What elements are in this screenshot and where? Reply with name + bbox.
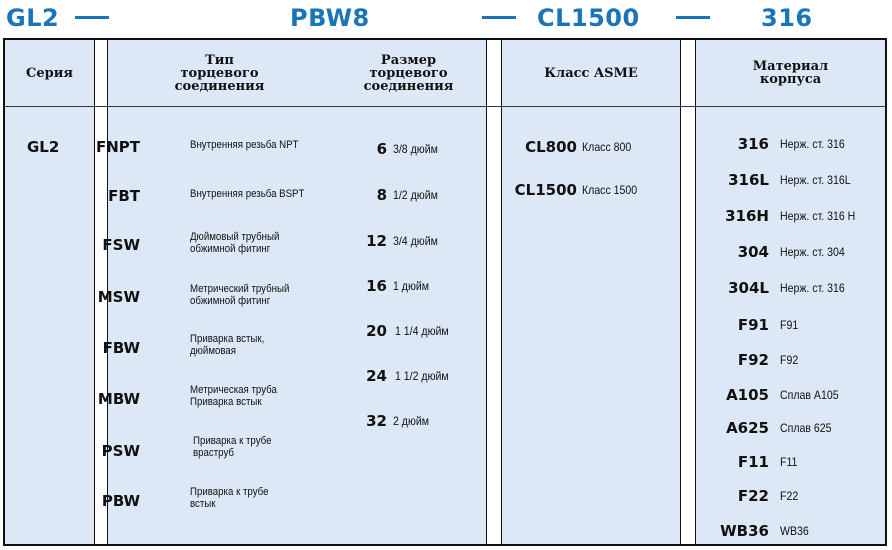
code-connection: PBW8 [290,4,370,32]
size-desc: 1/2 дюйм [393,188,438,202]
connection-type-code: FBT [108,187,140,205]
material-desc: Нерж. ст. 316 [780,137,845,151]
material-code: 304L [728,279,769,297]
connection-type-desc: Дюймовый трубный обжимной фитинг [190,231,280,255]
asme-class-desc: Класс 1500 [582,183,638,197]
material-desc: Сплав 625 [780,421,832,435]
material-desc: Сплав A105 [780,388,839,402]
code-dash [482,16,516,19]
header-asme-class: Класс ASME [544,65,638,81]
connection-type-code: PBW [101,492,140,510]
material-desc: WB36 [780,524,809,538]
size-desc: 3/4 дюйм [393,234,438,248]
connection-type-desc: Метрическая труба Приварка встык [190,384,277,408]
column-separator [486,40,502,544]
asme-class-code: CL800 [525,138,577,156]
size-code: 20 [366,322,387,340]
material-code: F91 [737,316,769,334]
connection-type-code: MSW [97,288,140,306]
connection-type-desc: Приварка встык, дюймовая [190,333,265,357]
connection-type-desc: Внутренняя резьба BSPT [190,188,305,200]
material-desc: Нерж. ст. 316L [780,173,851,187]
material-code: 316L [728,171,769,189]
size-code: 16 [366,277,387,295]
code-asme-class: CL1500 [537,4,640,32]
size-code: 8 [376,186,387,204]
material-code: A625 [726,419,769,437]
material-code: F22 [737,487,769,505]
asme-class-code: CL1500 [514,181,577,199]
size-desc: 1 1/4 дюйм [395,324,449,338]
header-connection-type: Тип торцевого соединения [174,52,265,94]
header-divider [5,106,885,107]
order-code-row [0,0,892,34]
asme-class-desc: Класс 800 [582,140,632,154]
code-series: GL2 [6,4,60,32]
material-desc: F92 [780,353,799,367]
connection-type-code: MBW [97,390,140,408]
connection-type-code: FBW [102,339,140,357]
header-connection-size: Размер торцевого соединения [363,52,454,94]
code-dash [676,16,710,19]
connection-type-code: PSW [101,442,140,460]
code-dash [75,16,109,19]
material-code: WB36 [720,522,769,540]
material-desc: F11 [780,455,798,469]
material-code: 316 [737,135,769,153]
material-code: A105 [726,386,769,404]
code-material: 316 [761,4,813,32]
column-separator [680,40,696,544]
material-desc: F22 [780,489,799,503]
material-desc: Нерж. ст. 316 [780,281,845,295]
material-desc: Нерж. ст. 304 [780,245,845,259]
material-desc: F91 [780,318,799,332]
material-code: 316H [725,207,769,225]
header-material: Материал корпуса [752,59,829,87]
material-code: 304 [737,243,769,261]
size-code: 32 [366,412,387,430]
material-code: F11 [737,453,769,471]
series-value: GL2 [27,138,60,156]
size-code: 12 [366,232,387,250]
size-desc: 2 дюйм [393,414,430,428]
ordering-table [3,38,887,546]
size-desc: 3/8 дюйм [393,142,438,156]
size-code: 24 [366,367,387,385]
connection-type-desc: Приварка к трубе встык [190,486,269,510]
connection-type-desc: Внутренняя резьба NPT [190,139,299,151]
size-code: 6 [376,140,387,158]
size-desc: 1 дюйм [393,279,430,293]
material-desc: Нерж. ст. 316 H [780,209,856,223]
material-code: F92 [737,351,769,369]
connection-type-desc: Приварка к трубе враструб [193,435,272,459]
header-series: Серия [26,65,73,81]
connection-type-code: FSW [102,236,140,254]
connection-type-code: FNPT [95,138,140,156]
connection-type-desc: Метрический трубный обжимной фитинг [190,283,290,307]
size-desc: 1 1/2 дюйм [395,369,449,383]
